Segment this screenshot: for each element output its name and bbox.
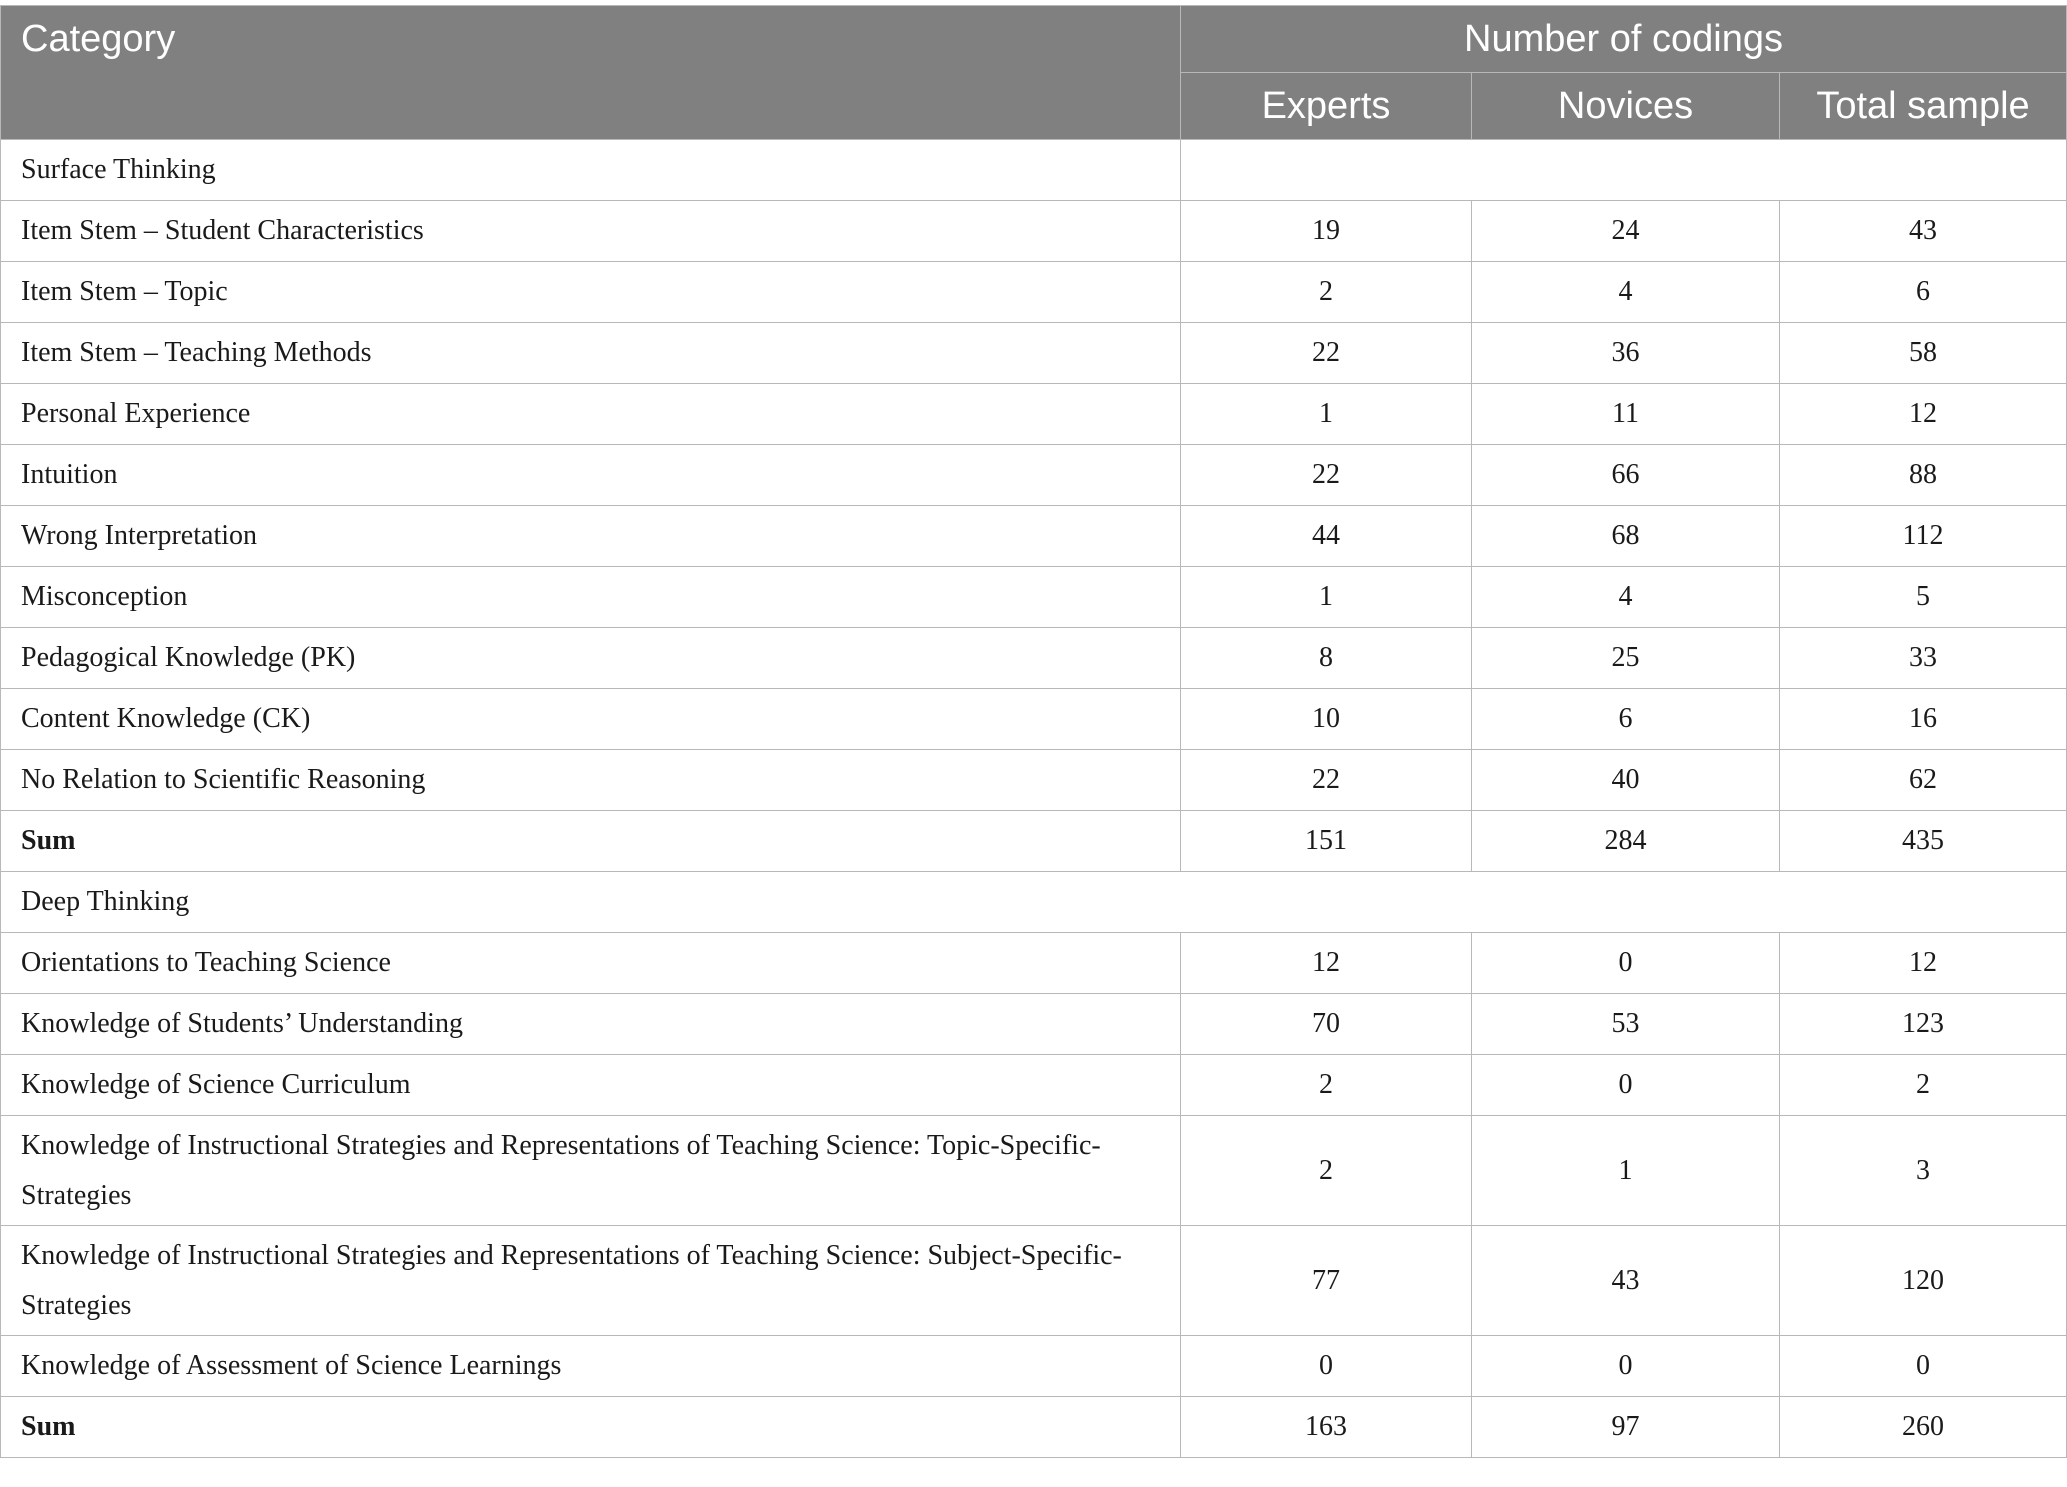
codings-table-container	[0, 5, 2067, 1458]
experts-value: 22	[1181, 750, 1472, 811]
table-row	[1, 506, 2067, 567]
table-row	[1, 262, 2067, 323]
table-row	[1, 933, 2067, 994]
total-sample-value: 3	[1780, 1116, 2067, 1226]
total-sample-value: 260	[1780, 1397, 2067, 1458]
table-row	[1, 384, 2067, 445]
experts-value: 2	[1181, 1116, 1472, 1226]
table-row	[1, 994, 2067, 1055]
row-label: Wrong Interpretation	[1, 506, 1181, 567]
total-sample-value: 12	[1780, 384, 2067, 445]
experts-value: 151	[1181, 811, 1472, 872]
total-sample-value: 112	[1780, 506, 2067, 567]
novices-value: 36	[1472, 323, 1780, 384]
novices-value: 68	[1472, 506, 1780, 567]
total-sample-value: 43	[1780, 201, 2067, 262]
novices-value: 6	[1472, 689, 1780, 750]
row-label: Pedagogical Knowledge (PK)	[1, 628, 1181, 689]
experts-value: 22	[1181, 323, 1472, 384]
experts-value: 19	[1181, 201, 1472, 262]
row-label: Knowledge of Instructional Strategies and Representations of Teaching Science: Subject-Specific-Strategies	[1, 1226, 1181, 1336]
table-row	[1, 1336, 2067, 1397]
total-sample-value: 120	[1780, 1226, 2067, 1336]
novices-value: 24	[1472, 201, 1780, 262]
row-label: Knowledge of Science Curriculum	[1, 1055, 1181, 1116]
experts-value: 8	[1181, 628, 1472, 689]
number-of-codings-header: Number of codings	[1181, 6, 2067, 73]
novices-value: 4	[1472, 262, 1780, 323]
total-sample-value: 123	[1780, 994, 2067, 1055]
row-label: Surface Thinking	[1, 140, 1181, 201]
novices-value: 25	[1472, 628, 1780, 689]
sum-row	[1, 811, 2067, 872]
experts-value: 12	[1181, 933, 1472, 994]
table-row	[1, 689, 2067, 750]
row-label: Knowledge of Assessment of Science Learnings	[1, 1336, 1181, 1397]
table-row	[1, 1226, 2067, 1336]
row-label: Sum	[1, 811, 1181, 872]
experts-value: 1	[1181, 384, 1472, 445]
table-row	[1, 201, 2067, 262]
total-sample-value: 88	[1780, 445, 2067, 506]
experts-value: 163	[1181, 1397, 1472, 1458]
novices-value: 97	[1472, 1397, 1780, 1458]
novices-value: 0	[1472, 1055, 1780, 1116]
section-row	[1, 872, 2067, 933]
novices-value: 53	[1472, 994, 1780, 1055]
section-row	[1, 140, 2067, 201]
table-body	[1, 140, 2067, 1458]
row-label: Knowledge of Students’ Understanding	[1, 994, 1181, 1055]
novices-value: 1	[1472, 1116, 1780, 1226]
category-header: Category	[1, 6, 1181, 140]
total-sample-value: 16	[1780, 689, 2067, 750]
novices-value: 11	[1472, 384, 1780, 445]
total-sample-value: 5	[1780, 567, 2067, 628]
experts-value: 77	[1181, 1226, 1472, 1336]
experts-value: 2	[1181, 1055, 1472, 1116]
row-label: Orientations to Teaching Science	[1, 933, 1181, 994]
codings-table	[0, 5, 2067, 1458]
row-label: Item Stem – Topic	[1, 262, 1181, 323]
total-sample-value: 58	[1780, 323, 2067, 384]
sum-row	[1, 1397, 2067, 1458]
total-sample-value: 2	[1780, 1055, 2067, 1116]
table-row	[1, 1055, 2067, 1116]
row-label: Deep Thinking	[1, 872, 2067, 933]
table-row	[1, 323, 2067, 384]
novices-header: Novices	[1472, 73, 1780, 140]
table-header	[1, 6, 2067, 140]
novices-value: 66	[1472, 445, 1780, 506]
novices-value: 4	[1472, 567, 1780, 628]
row-label: Misconception	[1, 567, 1181, 628]
experts-value: 70	[1181, 994, 1472, 1055]
experts-header: Experts	[1181, 73, 1472, 140]
row-label: Sum	[1, 1397, 1181, 1458]
experts-value: 10	[1181, 689, 1472, 750]
novices-value: 0	[1472, 933, 1780, 994]
novices-value: 43	[1472, 1226, 1780, 1336]
novices-value: 0	[1472, 1336, 1780, 1397]
novices-value: 40	[1472, 750, 1780, 811]
experts-value: 0	[1181, 1336, 1472, 1397]
row-label: Personal Experience	[1, 384, 1181, 445]
row-label: Knowledge of Instructional Strategies and Representations of Teaching Science: Topic-Specific-Strategies	[1, 1116, 1181, 1226]
table-row	[1, 750, 2067, 811]
experts-value: 44	[1181, 506, 1472, 567]
total-sample-value: 435	[1780, 811, 2067, 872]
section-empty-cell	[1181, 140, 2067, 201]
total-sample-value: 12	[1780, 933, 2067, 994]
experts-value: 2	[1181, 262, 1472, 323]
row-label: Intuition	[1, 445, 1181, 506]
row-label: Item Stem – Student Characteristics	[1, 201, 1181, 262]
total-sample-value: 62	[1780, 750, 2067, 811]
table-row	[1, 628, 2067, 689]
table-row	[1, 1116, 2067, 1226]
row-label: No Relation to Scientific Reasoning	[1, 750, 1181, 811]
total-sample-value: 33	[1780, 628, 2067, 689]
row-label: Content Knowledge (CK)	[1, 689, 1181, 750]
total-sample-value: 0	[1780, 1336, 2067, 1397]
novices-value: 284	[1472, 811, 1780, 872]
table-row	[1, 445, 2067, 506]
experts-value: 1	[1181, 567, 1472, 628]
total-sample-value: 6	[1780, 262, 2067, 323]
table-row	[1, 567, 2067, 628]
row-label: Item Stem – Teaching Methods	[1, 323, 1181, 384]
total-sample-header: Total sample	[1780, 73, 2067, 140]
experts-value: 22	[1181, 445, 1472, 506]
